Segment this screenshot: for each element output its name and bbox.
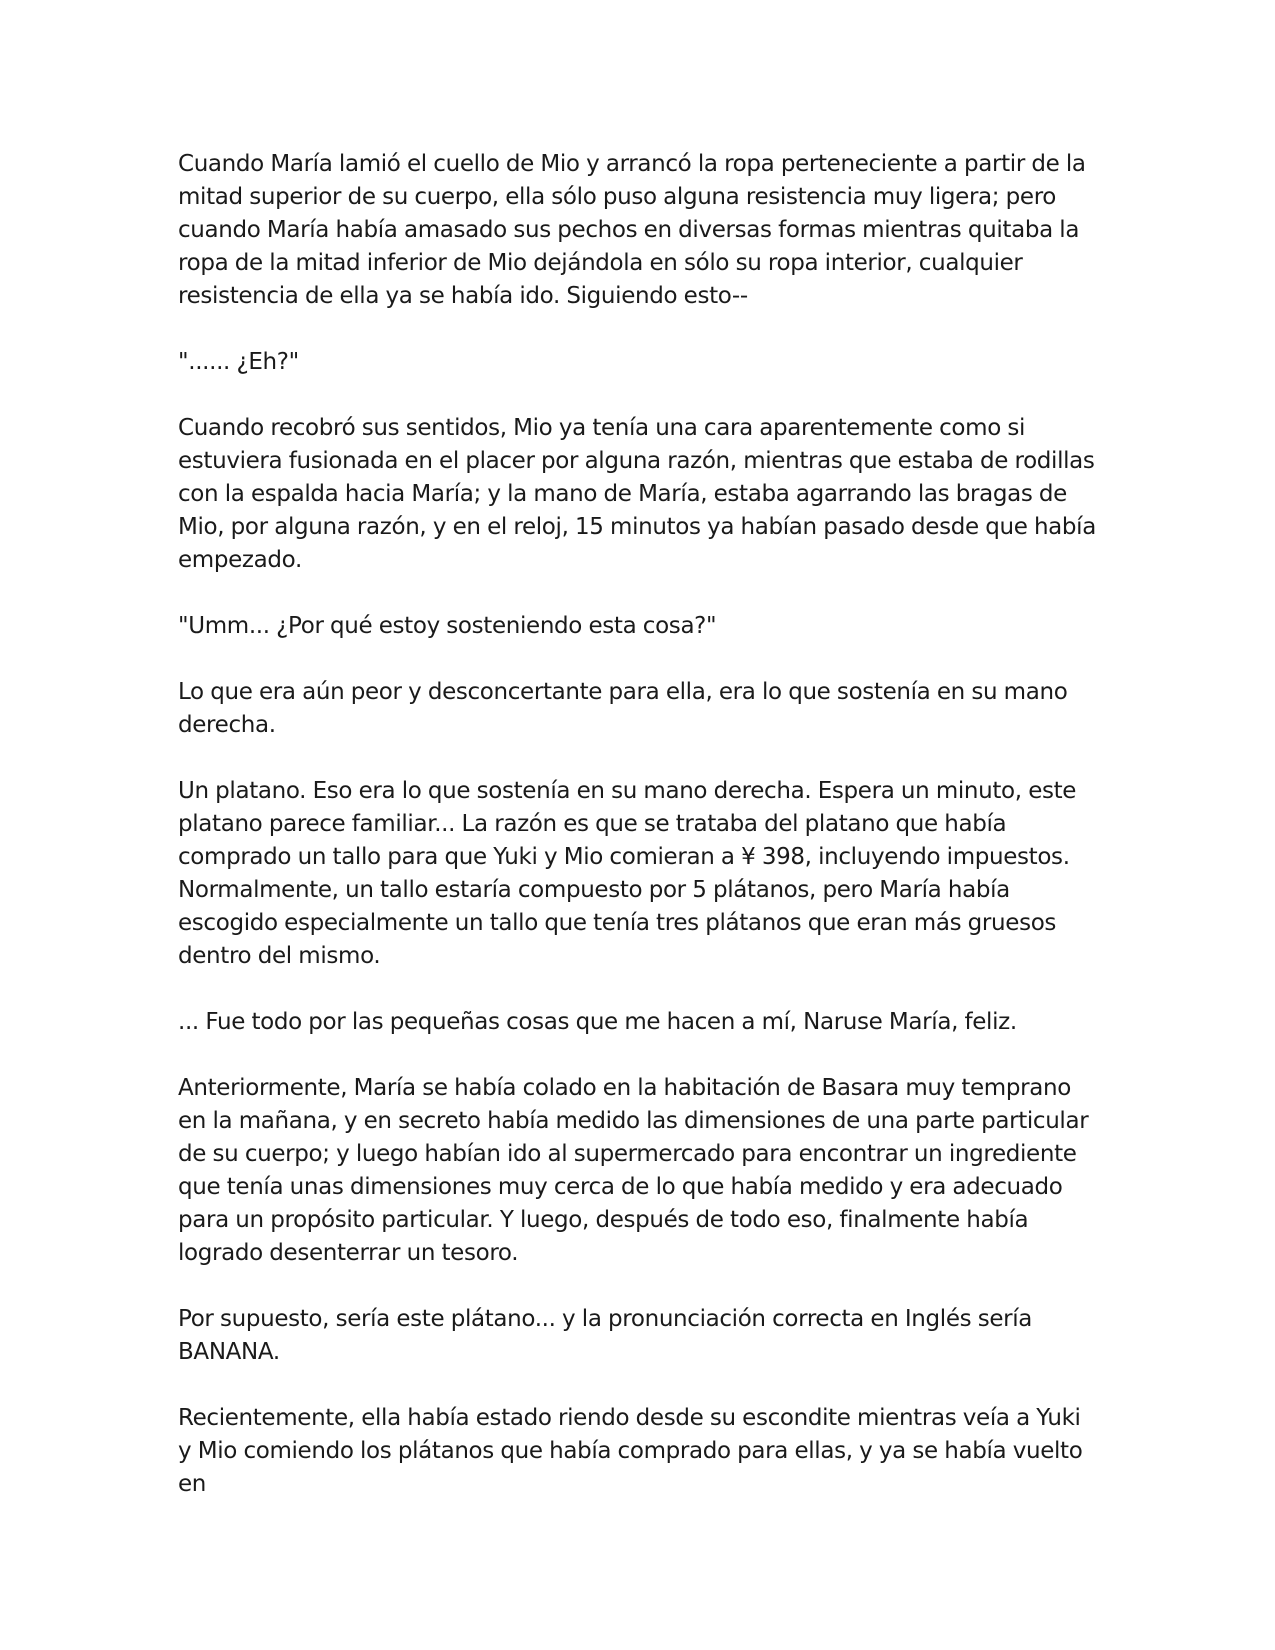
paragraph-5: Lo que era aún peor y desconcertante para ella, era lo que sostenía en su mano derecha. [178, 679, 1068, 738]
paragraph-3: Cuando recobró sus sentidos, Mio ya tenía una cara aparentemente como si estuviera fusionada en el placer por alguna razón, mientras que estaba de rodillas con la espalda hacia María; y la mano de María, estaba agarrando las bragas de Mio, por alguna razón, y en el reloj, 15 minutos ya habían pasado desde que había empezado. [178, 415, 1096, 573]
paragraph-2: "...... ¿Eh?" [178, 349, 299, 375]
paragraph-4: "Umm... ¿Por qué estoy sosteniendo esta cosa?" [178, 613, 717, 639]
document-body [178, 148, 1098, 1501]
paragraph-9: Por supuesto, sería este plátano... y la pronunciación correcta en Inglés sería BANANA. [178, 1306, 1033, 1365]
paragraph-10: Recientemente, ella había estado riendo desde su escondite mientras veía a Yuki y Mio comiendo los plátanos que había comprado para ellas, y ya se había vuelto en [178, 1405, 1083, 1497]
paragraph-7: ... Fue todo por las pequeñas cosas que me hacen a mí, Naruse María, feliz. [178, 1009, 1017, 1035]
paragraph-6: Un platano. Eso era lo que sostenía en su mano derecha. Espera un minuto, este platano parece familiar... La razón es que se trataba del platano que había comprado un tallo para que Yuki y Mio comieran a ¥ 398, incluyendo impuestos. Normalmente, un tallo estaría compuesto por 5 plátanos, pero María había escogido especialmente un tallo que tenía tres plátanos que eran más gruesos dentro del mismo. [178, 778, 1077, 969]
paragraph-8: Anteriormente, María se había colado en la habitación de Basara muy temprano en la mañana, y en secreto había medido las dimensiones de una parte particular de su cuerpo; y luego habían ido al supermercado para encontrar un ingrediente que tenía unas dimensiones muy cerca de lo que había medido y era adecuado para un propósito particular. Y luego, después de todo eso, finalmente había logrado desenterrar un tesoro. [178, 1075, 1089, 1266]
paragraph-1: Cuando María lamió el cuello de Mio y arrancó la ropa perteneciente a partir de la mitad superior de su cuerpo, ella sólo puso alguna resistencia muy ligera; pero cuando María había amasado sus pechos en diversas formas mientras quitaba la ropa de la mitad inferior de Mio dejándola en sólo su ropa interior, cualquier resistencia de ella ya se había ido. Siguiendo esto-- [178, 151, 1086, 309]
